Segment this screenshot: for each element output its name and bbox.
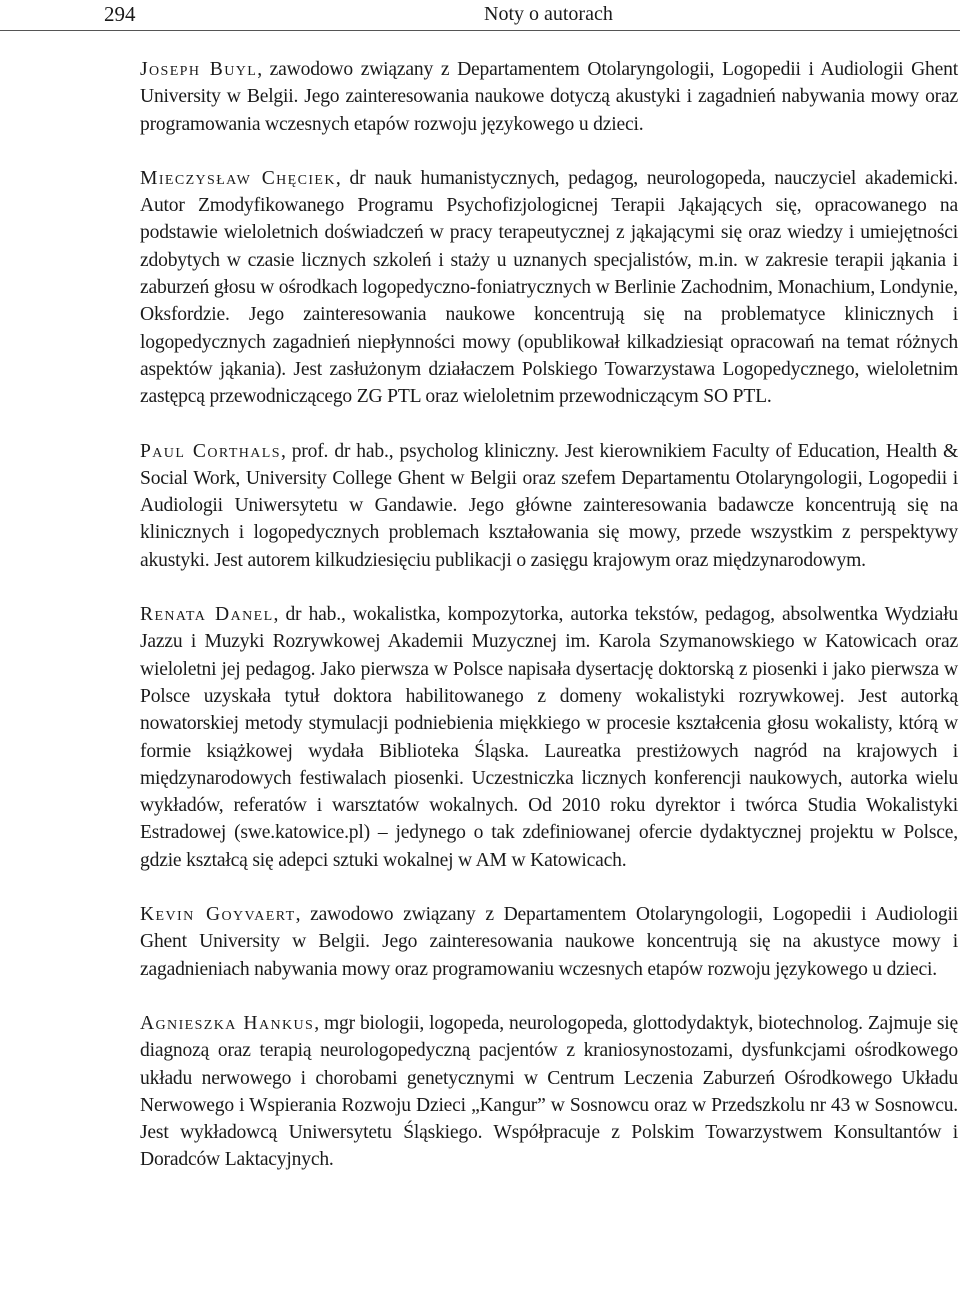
author-entry-checiek	[140, 165, 958, 411]
author-entry-buyl	[140, 56, 958, 138]
author-name: Joseph Buyl	[140, 59, 258, 80]
author-bio: , dr hab., wokalistka, kompozytorka, autorka tekstów, pedagog, absolwentka Wydziału Jazzu i Muzyki Rozrywkowej Akademii Muzycznej im. Karola Szymanowskiego w Katowicach oraz wieloletni jej pedagog. Jako pierwsza w Polsce napisała dysertację doktorską z piosenki i jako pierwsza w Polsce uzyskała tytuł doktora habilitowanego z domeny wokalistyki rozrywkowej. Jest autorką nowatorskiej metody stymulacji podniebienia miękkiego w procesie kształcenia głosu wokalisty, którą w formie książkowej wydała Biblioteka Śląska. Laureatka prestiżowych nagród na krajowych i międzynarodowych festiwalach piosenki. Uczestniczka licznych konferencji naukowych, autorka wielu wykładów, referatów i warsztatów wokalnych. Od 2010 roku dyrektor i twórca Studia Wokalistyki Estradowej (swe.katowice.pl) – jedynego o tak zdefiniowanej ofercie dydaktycznej projektu w Polsce, gdzie kształcą się adepci sztuki wokalnej w AM w Katowicach.	[140, 604, 959, 871]
author-name: Agnieszka Hankus	[140, 1012, 315, 1034]
author-notes	[140, 56, 958, 1201]
page-number: 294	[104, 2, 136, 26]
page-header	[0, 0, 960, 31]
author-entry-hankus	[140, 1010, 958, 1174]
author-entry-danel	[140, 601, 958, 874]
author-entry-goyvaert	[140, 901, 958, 983]
author-bio: , mgr biologii, logopeda, neurologopeda, glottodydaktyk, biotechnolog. Zajmuje się diagnozą oraz terapią neurologopedyczną pacjentów z kraniosynostozami, dysfunkcjami ośrodkowego układu nerwowego i chorobami genetycznymi w Centrum Leczenia Zaburzeń Ośrodkowego Układu Nerwowego i Wspierania Rozwoju Dzieci „Kangur” w Sosnowcu oraz w Przedszkolu nr 43 w Sosnowcu. Jest wykładowcą Uniwersytetu Śląskiego. Współpracuje z Polskim Towarzystwem Konsultantów i Doradców Laktacyjnych.	[140, 1012, 958, 1171]
author-name: Kevin Goyvaert	[140, 904, 296, 926]
author-name: Renata Danel	[140, 604, 274, 626]
author-bio: , zawodowo związany z Departamentem Otolaryngologii, Logopedii i Audiologii Ghent University w Belgii. Jego zainteresowania naukowe dotyczą akustyki i zagadnień nabywania mowy oraz programowania wczesnych etapów rozwoju językowego u dzieci.	[140, 59, 958, 135]
author-name: Mieczysław Chęciek	[140, 167, 336, 189]
author-bio: , dr nauk humanistycznych, pedagog, neurologopeda, nauczyciel akademicki. Autor Zmodyfikowanego Programu Psychofizjologicnej Terapii Jąkających się, opracowanego na podstawie wieloletnich doświadczeń w pracy terapeutycznej z jąkającymi się oraz wiedzy i umiejętności zdobytych w czasie licznych szkoleń i staży u uznanych specjalistów, m.in. w zakresie terapii jąkania i zaburzeń głosu w ośrodkach logopedyczno-foniatrycznych w Berlinie Zachodnim, Monachium, Londynie, Oksfordzie. Jego zainteresowania naukowe koncentrują się na problematyce klinicznych i logopedycznych zagadnień niepłynności mowy (opublikował kilkadziesiąt opracowań na temat różnych aspektów jąkania). Jest zasłużonym działaczem Polskiego Towarzystawa Logopedycznego, wieloletnim zastępcą przewodniczącego ZG PTL oraz wieloletnim przewodniczącym SO PTL.	[140, 167, 958, 408]
author-bio: , prof. dr hab., psycholog kliniczny. Jest kierownikiem Faculty of Education, Health & Social Work, University College Ghent w Belgii oraz szefem Departamentu Otolaryngologii, Logopedii i Audiologii Uniwersytetu w Gandawie. Jego główne zainteresowania badawcze koncentrują się na klinicznych i logopedycznych problemach kształowania się mowy, przede wszystkim z perspektywy akustyki. Jest autorem kilkudziesięciu publikacji o zasięgu krajowym oraz międzynarodowym.	[140, 440, 958, 571]
running-title: Noty o autorach	[484, 3, 613, 25]
author-name: Paul Corthals	[140, 440, 281, 462]
author-entry-corthals	[140, 438, 958, 574]
author-bio: , zawodowo związany z Departamentem Otolaryngologii, Logopedii i Audiologii Ghent University w Belgii. Jego zainteresowania naukowe koncentrują się na akustyce mowy i zagadnieniach nabywania mowy oraz programowaniu wczesnych etapów rozwoju językowego u dzieci.	[140, 904, 958, 980]
